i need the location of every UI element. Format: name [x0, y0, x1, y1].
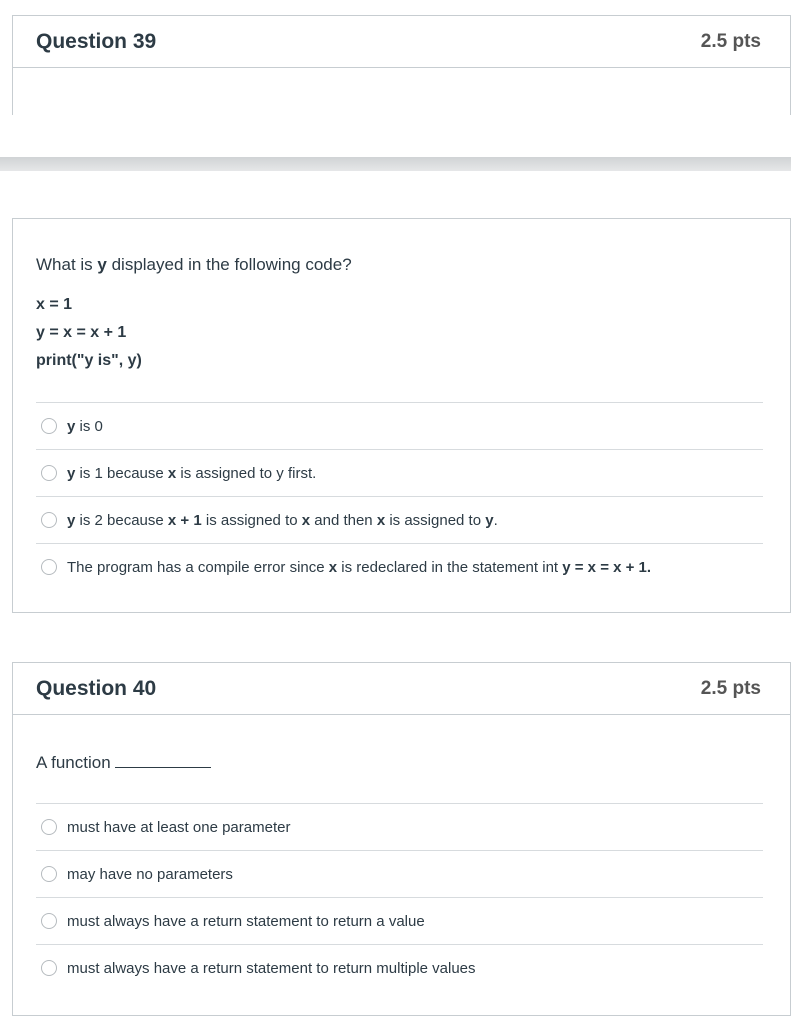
question-40-points: 2.5 pts	[700, 677, 761, 699]
answer-label: must have at least one parameter	[67, 818, 291, 836]
answer-label: y is 1 because x is assigned to y first.	[67, 464, 317, 482]
radio-button[interactable]	[41, 465, 57, 481]
answer-option-c[interactable]	[36, 897, 763, 944]
answer-option-a[interactable]	[36, 803, 763, 850]
section-divider	[0, 157, 791, 171]
question-39-header-card	[12, 15, 791, 115]
radio-button[interactable]	[41, 559, 57, 575]
answer-label: must always have a return statement to return multiple values	[67, 959, 476, 977]
radio-button[interactable]	[41, 512, 57, 528]
prompt-variable: y	[97, 255, 107, 274]
radio-button[interactable]	[41, 913, 57, 929]
radio-button[interactable]	[41, 960, 57, 976]
question-40-card	[12, 662, 791, 1016]
radio-button[interactable]	[41, 418, 57, 434]
question-40-answers	[36, 803, 763, 991]
question-39-title: Question 39	[36, 29, 157, 53]
answer-label: may have no parameters	[67, 865, 233, 883]
question-39-header	[13, 16, 790, 68]
question-39-prompt	[36, 255, 352, 275]
radio-button[interactable]	[41, 819, 57, 835]
answer-label: must always have a return statement to return a value	[67, 912, 425, 930]
prompt-text: A function	[36, 753, 111, 772]
fill-in-blank	[115, 753, 211, 768]
answer-option-b[interactable]	[36, 850, 763, 897]
answer-label: y is 2 because x + 1 is assigned to x and then x is assigned to y.	[67, 511, 498, 529]
answer-label: The program has a compile error since x is redeclared in the statement int y = x = x + 1.	[67, 558, 652, 576]
code-line-2: y = x = x + 1	[36, 324, 127, 341]
answer-option-c[interactable]	[36, 496, 763, 543]
code-line-3: print("y is", y)	[36, 352, 142, 369]
question-39-points: 2.5 pts	[700, 30, 761, 52]
prompt-text: What is	[36, 255, 98, 274]
answer-option-b[interactable]	[36, 449, 763, 496]
answer-option-a[interactable]	[36, 402, 763, 449]
radio-button[interactable]	[41, 866, 57, 882]
code-line-1: x = 1	[36, 296, 73, 313]
prompt-text: displayed in the following code?	[106, 255, 352, 274]
question-40-title: Question 40	[36, 676, 157, 700]
answer-option-d[interactable]	[36, 944, 763, 991]
question-39-answers	[36, 402, 763, 590]
answer-option-d[interactable]	[36, 543, 763, 590]
question-40-prompt	[36, 753, 211, 773]
question-40-header	[13, 663, 790, 715]
question-39-body	[12, 218, 791, 613]
answer-label: y is 0	[67, 417, 103, 435]
